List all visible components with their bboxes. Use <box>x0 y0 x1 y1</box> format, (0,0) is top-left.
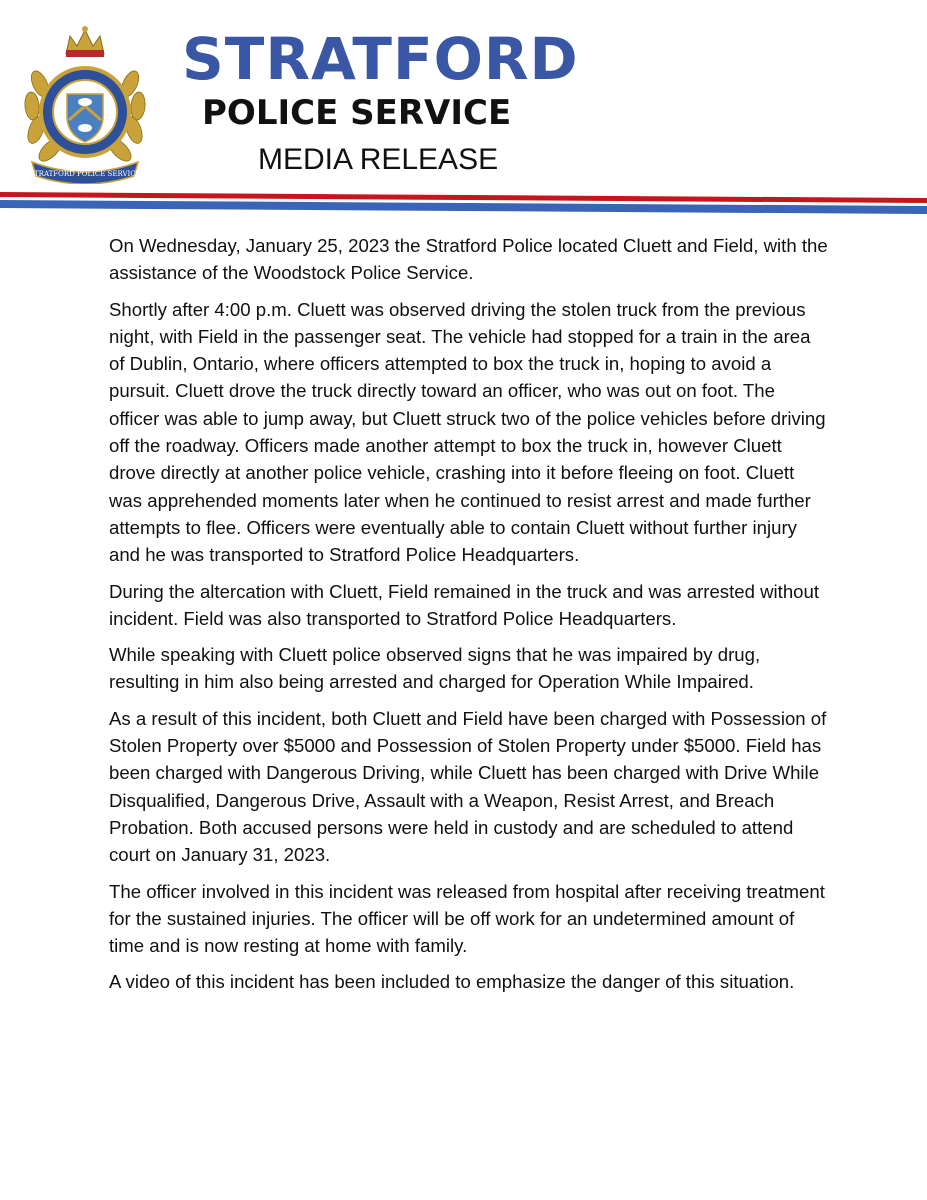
agency-title: STRATFORD <box>182 25 579 93</box>
document-type: MEDIA RELEASE <box>258 143 499 176</box>
paragraph: While speaking with Cluett police observed signs that he was impaired by drug, resulting in him also being arrested and charged for Operation While Impaired. <box>109 644 761 693</box>
agency-subtitle: POLICE SERVICE <box>202 93 512 133</box>
release-body <box>109 232 829 1005</box>
paragraph: Shortly after 4:00 p.m. Cluett was observed driving the stolen truck from the previous night, with Field in the passenger seat. The vehicle had stopped for a train in the area of Dublin, Ontario, where officers attempted to box the truck in, hoping to avoid a pursuit. Cluett drove the truck directly toward an officer, who was out on foot. The officer was able to jump away, but Cluett struck two of the police vehicles before driving off the roadway. Officers made another attempt to box the truck in, however Cluett drove directly at another police vehicle, crashing into it before fleeing on foot. Cluett was apprehended moments later when he continued to resist arrest and made further attempts to flee. Officers were eventually able to contain Cluett without further injury and he was transported to Stratford Police Headquarters. <box>109 298 826 566</box>
paragraph: The officer involved in this incident was released from hospital after receiving treatment for the sustained injuries. The officer will be off work for an undetermined amount of time and is now resting at home with family. <box>109 880 825 957</box>
paragraph: On Wednesday, January 25, 2023 the Stratford Police located Cluett and Field, with the assistance of the Woodstock Police Service. <box>109 235 828 284</box>
crown-icon <box>66 26 104 57</box>
paragraph: During the altercation with Cluett, Field remained in the truck and was arrested without incident. Field was also transported to Stratford Police Headquarters. <box>109 580 820 629</box>
paragraph: As a result of this incident, both Cluett and Field have been charged with Possession of Stolen Property over $5000 and Possession of Stolen Property under $5000. Field has been charged with Dangerous Driving, while Cluett has been charged with Drive While Disqualified, Dangerous Drive, Assault with a Weapon, Resist Arrest, and Breach Probation. Both accused persons were held in custody and are scheduled to attend court on January 31, 2023. <box>109 707 827 866</box>
police-crest-logo <box>22 24 148 184</box>
paragraph: A video of this incident has been included to emphasize the danger of this situation. <box>109 971 795 993</box>
header-stripes <box>0 188 927 218</box>
crest-ribbon-text: STRATFORD POLICE SERVICE <box>29 170 141 178</box>
blue-stripe <box>0 200 927 214</box>
